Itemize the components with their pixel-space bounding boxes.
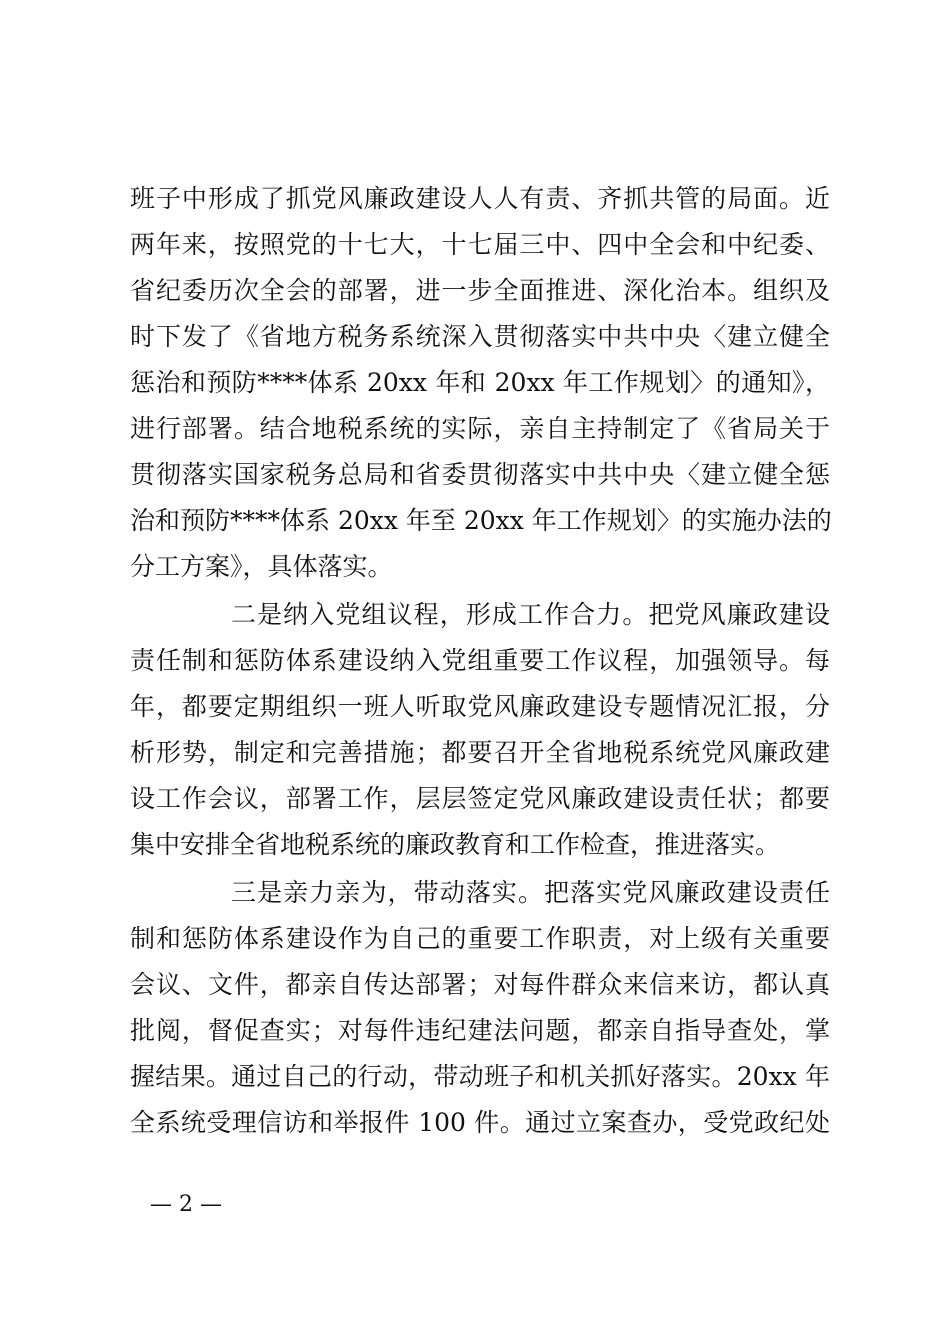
text-line: 集中安排全省地税系统的廉政教育和工作检查，推进落实。 bbox=[130, 830, 781, 859]
text-line: 二是纳入党组议程，形成工作合力。把党风廉政建设 bbox=[231, 600, 830, 629]
text-line: 三是亲力亲为，带动落实。把落实党风廉政建设责任 bbox=[231, 878, 830, 907]
text-line: 会议、文件，都亲自传达部署；对每件群众来信来访，都认真 bbox=[130, 970, 830, 999]
text-line: 批阅，督促查实；对每件违纪建法问题，都亲自指导查处，掌 bbox=[130, 1016, 830, 1045]
text-line: 设工作会议，部署工作，层层签定党风廉政建设责任状；都要 bbox=[130, 784, 830, 813]
text-line: 贯彻落实国家税务总局和省委贯彻落实中共中央〈建立健全惩 bbox=[130, 460, 830, 489]
page-number: — 2 — bbox=[150, 1192, 222, 1217]
text-line: 制和惩防体系建设作为自己的重要工作职责，对上级有关重要 bbox=[130, 924, 830, 953]
body-text bbox=[130, 176, 830, 1146]
text-line: 班子中形成了抓党风廉政建设人人有责、齐抓共管的局面。近 bbox=[130, 184, 830, 213]
text-line: 省纪委历次全会的部署，进一步全面推进、深化治本。组织及 bbox=[130, 276, 830, 305]
text-line: 分工方案》，具体落实。 bbox=[130, 552, 393, 581]
text-line: 责任制和惩防体系建设纳入党组重要工作议程，加强领导。每 bbox=[130, 646, 830, 675]
text-line: 进行部署。结合地税系统的实际，亲自主持制定了《省局关于 bbox=[130, 414, 830, 443]
text-line: 惩治和预防****体系 20xx 年和 20xx 年工作规划〉的通知》， bbox=[130, 368, 830, 397]
paragraph-2 bbox=[130, 592, 830, 868]
paragraph-3 bbox=[130, 870, 830, 1146]
text-line: 握结果。通过自己的行动，带动班子和机关抓好落实。20xx 年 bbox=[130, 1062, 830, 1091]
paragraph-1 bbox=[130, 176, 830, 590]
text-line: 两年来，按照党的十七大，十七届三中、四中全会和中纪委、 bbox=[130, 230, 830, 259]
text-line: 年，都要定期组织一班人听取党风廉政建设专题情况汇报，分 bbox=[130, 692, 830, 721]
text-line: 治和预防****体系 20xx 年至 20xx 年工作规划〉的实施办法的 bbox=[130, 506, 832, 535]
text-line: 时下发了《省地方税务系统深入贯彻落实中共中央〈建立健全 bbox=[130, 322, 830, 351]
text-line: 全系统受理信访和举报件 100 件。通过立案查办，受党政纪处 bbox=[130, 1108, 830, 1137]
text-line: 析形势，制定和完善措施；都要召开全省地税系统党风廉政建 bbox=[130, 738, 830, 767]
